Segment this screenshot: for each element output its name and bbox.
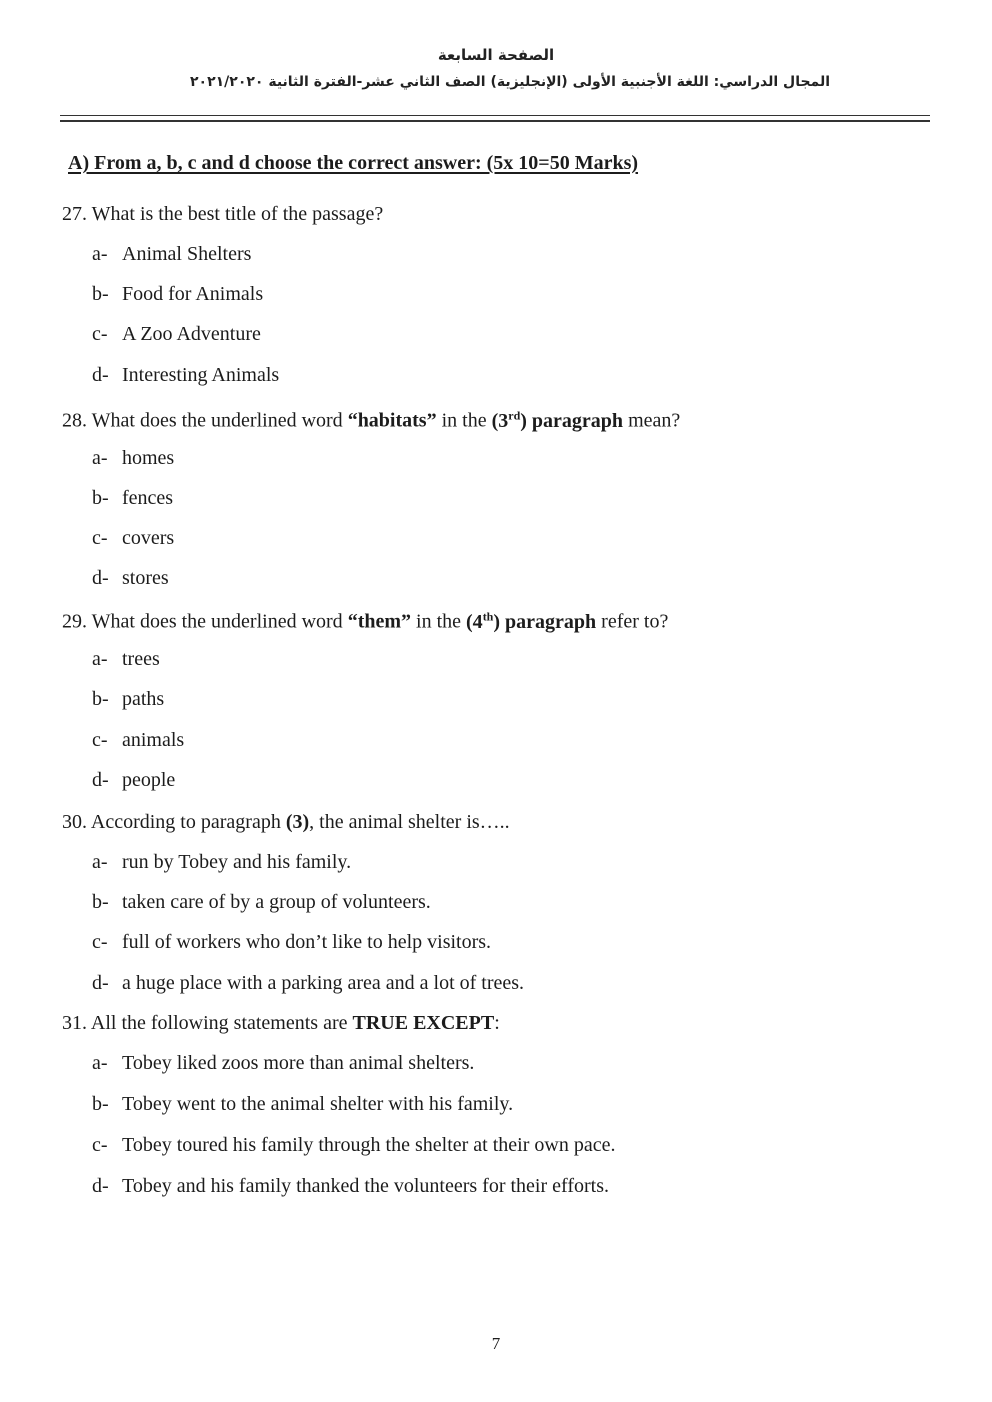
option-text: Food for Animals — [122, 283, 264, 305]
option-text: Tobey went to the animal shelter with his family. — [122, 1093, 514, 1115]
page-label-arabic: الصفحة السابعة — [437, 46, 555, 64]
q29-option-c — [92, 729, 184, 752]
q31-option-c — [92, 1134, 615, 1157]
subject-line-arabic: المجال الدراسي: اللغة الأجنبية الأولى (الإنجليزية) الصف الثاني عشر-الفترة الثانية ٢٠٢١/٢٠٢٠ — [189, 74, 830, 90]
keyword: TRUE EXCEPT — [352, 1012, 495, 1034]
option-text: homes — [122, 447, 175, 469]
q31-option-b — [92, 1093, 513, 1116]
q28-option-d — [92, 567, 169, 590]
option-letter: c- — [92, 931, 108, 953]
option-text: taken care of by a group of volunteers. — [122, 891, 431, 913]
section-title: A) From a, b, c and d choose the correct answer: (5x 10=50 Marks) — [68, 152, 639, 174]
option-text: Tobey liked zoos more than animal shelters. — [122, 1052, 475, 1074]
paragraph-ref: (3) — [285, 811, 310, 833]
option-letter: b- — [92, 688, 109, 710]
q27-option-b — [92, 283, 263, 306]
option-letter: a- — [92, 851, 108, 873]
option-text: a huge place with a parking area and a lot of trees. — [122, 972, 525, 994]
question-30: 30. According to paragraph (3), the animal shelter is….. — [62, 811, 510, 833]
option-text: A Zoo Adventure — [122, 323, 261, 345]
header-rule-thick — [60, 120, 930, 122]
question-31: 31. All the following statements are TRUE EXCEPT: — [62, 1012, 500, 1034]
q29-option-a — [92, 648, 160, 671]
q28-option-c — [92, 527, 174, 550]
q30-option-c — [92, 931, 491, 954]
option-letter: b- — [92, 487, 109, 509]
option-text: Tobey and his family thanked the volunteers for their efforts. — [122, 1175, 609, 1197]
keyword: “them” — [347, 610, 412, 633]
option-letter: a- — [92, 447, 108, 469]
q30-option-d — [92, 972, 524, 995]
keyword: “habitats” — [347, 409, 437, 432]
option-letter: c- — [92, 729, 108, 751]
q31-option-d — [92, 1175, 609, 1198]
question-28: 28. What does the underlined word “habitats” in the (3rd) paragraph mean? — [62, 408, 681, 432]
question-29: 29. What does the underlined word “them” in the (4th) paragraph refer to? — [62, 609, 669, 633]
option-letter: a- — [92, 1052, 108, 1074]
q28-option-b — [92, 487, 173, 510]
option-text: animals — [122, 729, 185, 751]
q31-option-a — [92, 1052, 474, 1075]
option-letter: b- — [92, 283, 109, 305]
option-letter: b- — [92, 891, 109, 913]
q30-option-b — [92, 891, 431, 914]
option-text: full of workers who don’t like to help visitors. — [122, 931, 492, 953]
q27-option-d — [92, 364, 279, 387]
option-letter: c- — [92, 323, 108, 345]
header-rule — [60, 115, 930, 116]
q29-option-b — [92, 688, 164, 711]
q27-option-a — [92, 243, 251, 266]
paragraph-ref: (3rd) paragraph — [491, 408, 624, 432]
option-text: stores — [122, 567, 169, 589]
page-number: 7 — [491, 1334, 501, 1353]
option-text: people — [122, 769, 176, 791]
option-text: paths — [122, 688, 165, 710]
option-letter: d- — [92, 769, 109, 791]
q30-option-a — [92, 851, 351, 874]
paragraph-ref: (4th) paragraph — [466, 609, 597, 633]
option-text: Tobey toured his family through the shelter at their own pace. — [122, 1134, 616, 1156]
question-27: 27. What is the best title of the passage? — [62, 203, 384, 225]
q27-option-c — [92, 323, 261, 346]
option-text: Interesting Animals — [122, 364, 280, 386]
option-letter: d- — [92, 567, 109, 589]
q28-option-a — [92, 447, 174, 470]
option-letter: d- — [92, 364, 109, 386]
option-text: fences — [122, 487, 174, 509]
option-letter: c- — [92, 1134, 108, 1156]
option-text: trees — [122, 648, 160, 670]
option-letter: a- — [92, 648, 108, 670]
option-letter: d- — [92, 1175, 109, 1197]
option-letter: a- — [92, 243, 108, 265]
option-text: run by Tobey and his family. — [122, 851, 352, 873]
option-letter: d- — [92, 972, 109, 994]
option-letter: c- — [92, 527, 108, 549]
option-letter: b- — [92, 1093, 109, 1115]
q29-option-d — [92, 769, 175, 792]
option-text: covers — [122, 527, 175, 549]
option-text: Animal Shelters — [122, 243, 252, 265]
